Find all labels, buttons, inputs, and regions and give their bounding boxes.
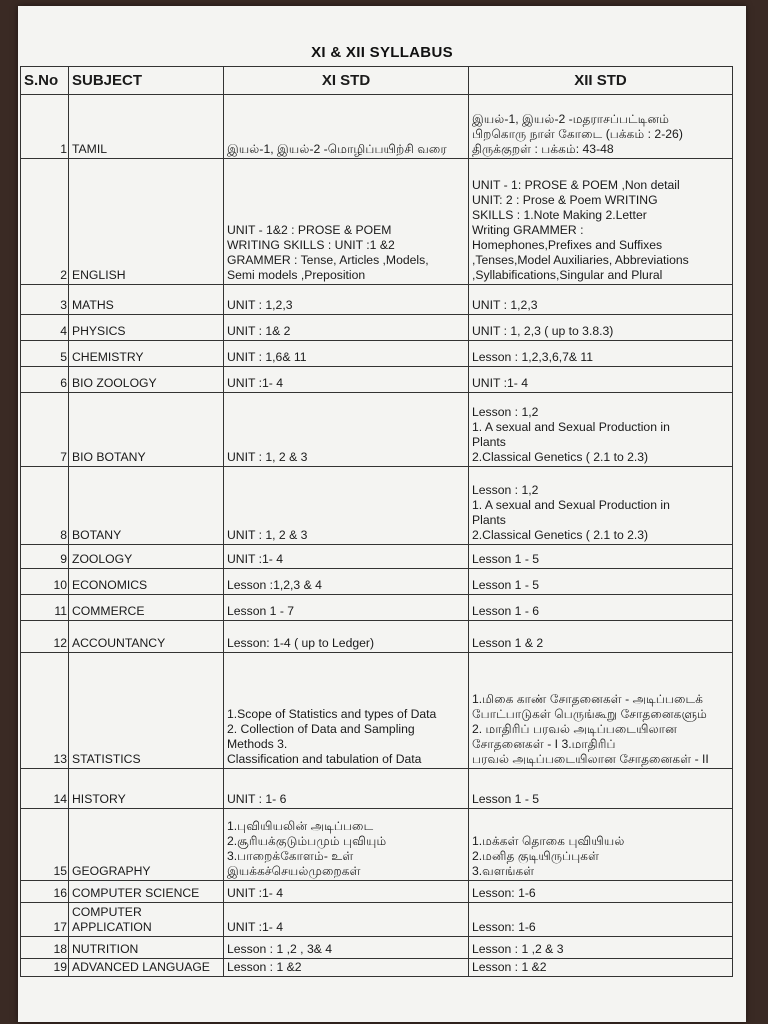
header-xi-std: XI STD (224, 67, 469, 95)
sno-cell: 10 (21, 569, 69, 595)
sno-cell: 18 (21, 937, 69, 959)
xii-std-cell: Lesson : 1 &2 (469, 959, 733, 977)
xi-std-cell: 1.புவியியலின் அடிப்படை 2.சூரியக்குடும்பமும் புவியும் 3.பாறைக்கோளம்- உள் இயக்கச்செயல்முறைகள் (224, 809, 469, 881)
subject-cell: COMPUTER SCIENCE (69, 881, 224, 903)
page-title: XI & XII SYLLABUS (311, 44, 453, 61)
header-row (21, 67, 733, 95)
table-row (21, 595, 733, 621)
sno-cell: 5 (21, 341, 69, 367)
subject-cell: COMMERCE (69, 595, 224, 621)
subject-cell: STATISTICS (69, 653, 224, 769)
sno-cell: 19 (21, 959, 69, 977)
xii-std-cell: Lesson: 1-6 (469, 903, 733, 937)
table-row (21, 285, 733, 315)
table-row (21, 937, 733, 959)
xii-std-cell: Lesson : 1,2 1. A sexual and Sexual Production in Plants 2.Classical Genetics ( 2.1 to 2.3) (469, 393, 733, 467)
xi-std-cell: UNIT - 1&2 : PROSE & POEM WRITING SKILLS : UNIT :1 &2 GRAMMER : Tense, Articles ,Models, Semi models ,Preposition (224, 159, 469, 285)
xi-std-cell: UNIT :1- 4 (224, 903, 469, 937)
sno-cell: 6 (21, 367, 69, 393)
xi-std-cell: UNIT : 1& 2 (224, 315, 469, 341)
table-row (21, 809, 733, 881)
subject-cell: MATHS (69, 285, 224, 315)
xii-std-cell: இயல்-1, இயல்-2 -மதராசப்பட்டினம் பிறகொரு நாள் கோடை (பக்கம் : 2-26) திருக்குறள் : பக்கம்: 43-48 (469, 95, 733, 159)
table-row (21, 95, 733, 159)
sno-cell: 12 (21, 621, 69, 653)
xi-std-cell: UNIT : 1,2,3 (224, 285, 469, 315)
sno-cell: 1 (21, 95, 69, 159)
xii-std-cell: Lesson 1 - 5 (469, 569, 733, 595)
xi-std-cell: இயல்-1, இயல்-2 -மொழிப்பயிற்சி வரை (224, 95, 469, 159)
table-row (21, 621, 733, 653)
table-row (21, 545, 733, 569)
subject-cell: ADVANCED LANGUAGE (69, 959, 224, 977)
sno-cell: 3 (21, 285, 69, 315)
xi-std-cell: 1.Scope of Statistics and types of Data 2. Collection of Data and Sampling Methods 3. Classification and tabulation of Data (224, 653, 469, 769)
sno-cell: 17 (21, 903, 69, 937)
xi-std-cell: UNIT :1- 4 (224, 881, 469, 903)
sno-cell: 11 (21, 595, 69, 621)
table-row (21, 341, 733, 367)
sno-cell: 15 (21, 809, 69, 881)
xi-std-cell: UNIT :1- 4 (224, 545, 469, 569)
xi-std-cell: UNIT :1- 4 (224, 367, 469, 393)
xi-std-cell: UNIT : 1, 2 & 3 (224, 467, 469, 545)
xii-std-cell: 1.மக்கள் தொகை புவியியல் 2.மனித குடியிருப்புகள் 3.வளங்கள் (469, 809, 733, 881)
subject-cell: HISTORY (69, 769, 224, 809)
table-row (21, 569, 733, 595)
xii-std-cell: UNIT - 1: PROSE & POEM ,Non detail UNIT: 2 : Prose & Poem WRITING SKILLS : 1.Note Making 2.Letter Writing GRAMMER : Homephones,Prefixes and Suffixes ,Tenses,Model Auxiliaries, Abbreviations ,Syllabifications,Singular and Plural (469, 159, 733, 285)
xi-std-cell: Lesson 1 - 7 (224, 595, 469, 621)
sno-cell: 4 (21, 315, 69, 341)
subject-cell: ECONOMICS (69, 569, 224, 595)
table-row (21, 903, 733, 937)
subject-cell: BOTANY (69, 467, 224, 545)
xii-std-cell: Lesson : 1,2 1. A sexual and Sexual Production in Plants 2.Classical Genetics ( 2.1 to 2.3) (469, 467, 733, 545)
header-xii-std: XII STD (469, 67, 733, 95)
xi-std-cell: Lesson :1,2,3 & 4 (224, 569, 469, 595)
header-sno: S.No (21, 67, 69, 95)
subject-cell: COMPUTER APPLICATION (69, 903, 224, 937)
sno-cell: 14 (21, 769, 69, 809)
subject-cell: BIO ZOOLOGY (69, 367, 224, 393)
xii-std-cell: Lesson 1 - 5 (469, 545, 733, 569)
sno-cell: 9 (21, 545, 69, 569)
subject-cell: NUTRITION (69, 937, 224, 959)
subject-cell: PHYSICS (69, 315, 224, 341)
table-row (21, 881, 733, 903)
xii-std-cell: Lesson: 1-6 (469, 881, 733, 903)
subject-cell: TAMIL (69, 95, 224, 159)
subject-cell: GEOGRAPHY (69, 809, 224, 881)
table-row (21, 467, 733, 545)
xii-std-cell: UNIT : 1,2,3 (469, 285, 733, 315)
subject-cell: BIO BOTANY (69, 393, 224, 467)
table-row (21, 393, 733, 467)
xii-std-cell: 1.மிகை காண் சோதனைகள் - அடிப்படைக் போட்பாடுகள் பெருங்கூறு சோதனைகளும் 2. மாதிரிப் பரவல் அடிப்படையிலான சோதனைகள் - I 3.மாதிரிப் பரவல் அடிப்படையிலான சோதனைகள் - II (469, 653, 733, 769)
xii-std-cell: Lesson 1 - 6 (469, 595, 733, 621)
syllabus-sheet (18, 6, 746, 1022)
syllabus-table (20, 66, 733, 977)
xi-std-cell: Lesson : 1 &2 (224, 959, 469, 977)
sno-cell: 7 (21, 393, 69, 467)
sno-cell: 16 (21, 881, 69, 903)
xii-std-cell: UNIT : 1, 2,3 ( up to 3.8.3) (469, 315, 733, 341)
subject-cell: ENGLISH (69, 159, 224, 285)
xii-std-cell: Lesson 1 - 5 (469, 769, 733, 809)
xi-std-cell: UNIT : 1, 2 & 3 (224, 393, 469, 467)
xi-std-cell: UNIT : 1,6& 11 (224, 341, 469, 367)
table-row (21, 769, 733, 809)
xii-std-cell: Lesson : 1,2,3,6,7& 11 (469, 341, 733, 367)
subject-cell: ZOOLOGY (69, 545, 224, 569)
table-row (21, 959, 733, 977)
sno-cell: 2 (21, 159, 69, 285)
header-subject: SUBJECT (69, 67, 224, 95)
xi-std-cell: Lesson : 1 ,2 , 3& 4 (224, 937, 469, 959)
subject-cell: ACCOUNTANCY (69, 621, 224, 653)
subject-cell: CHEMISTRY (69, 341, 224, 367)
table-row (21, 159, 733, 285)
table-row (21, 367, 733, 393)
xi-std-cell: UNIT : 1- 6 (224, 769, 469, 809)
xi-std-cell: Lesson: 1-4 ( up to Ledger) (224, 621, 469, 653)
xii-std-cell: UNIT :1- 4 (469, 367, 733, 393)
sno-cell: 8 (21, 467, 69, 545)
sno-cell: 13 (21, 653, 69, 769)
table-row (21, 653, 733, 769)
xii-std-cell: Lesson 1 & 2 (469, 621, 733, 653)
table-row (21, 315, 733, 341)
xii-std-cell: Lesson : 1 ,2 & 3 (469, 937, 733, 959)
